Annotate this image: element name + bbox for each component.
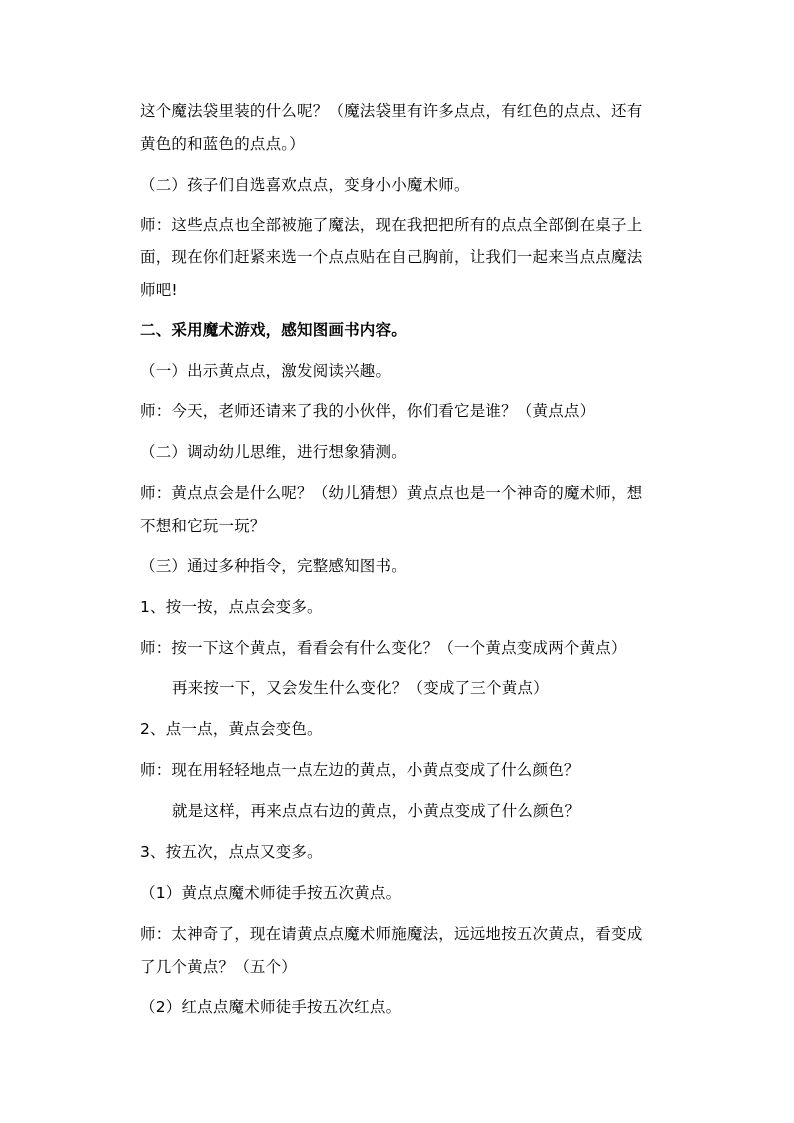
list-item: 2、点一点，黄点会变色。 — [140, 720, 323, 738]
section-heading: 二、采用魔术游戏，感知图画书内容。 — [140, 321, 407, 339]
subheading-line: （三）通过多种指令，完整感知图书。 — [140, 557, 407, 575]
paragraph-line: 这个魔法袋里装的什么呢？（魔法袋里有许多点点，有红色的点点、还有 — [140, 102, 643, 120]
paragraph-line: 师：这些点点也全部被施了魔法，现在我把把所有的点点全部倒在桌子上 — [140, 216, 643, 234]
paragraph-line: 再来按一下，又会发生什么变化？（变成了三个黄点） — [172, 679, 549, 697]
paragraph-line: 了几个黄点？（五个） — [140, 958, 298, 976]
paragraph-line: 不想和它玩一玩？ — [140, 517, 266, 535]
paragraph-line: 师：现在用轻轻地点一点左边的黄点，小黄点变成了什么颜色？ — [140, 761, 580, 779]
paragraph-line: 师吧! — [140, 281, 178, 299]
paragraph-line: 面，现在你们赶紧来选一个点点贴在自己胸前，让我们一起来当点点魔法 — [140, 248, 643, 266]
list-item: 1、按一按，点点会变多。 — [140, 598, 323, 616]
subheading-line: （2）红点点魔术师徒手按五次红点。 — [140, 998, 402, 1016]
paragraph-line: 师：太神奇了，现在请黄点点魔术师施魔法，远远地按五次黄点，看变成 — [140, 925, 643, 943]
list-item: 3、按五次，点点又变多。 — [140, 843, 323, 861]
paragraph-line: 师：按一下这个黄点，看看会有什么变化？（一个黄点变成两个黄点） — [140, 639, 627, 657]
paragraph-line: 师：今天，老师还请来了我的小伙伴，你们看它是谁？（黄点点） — [140, 402, 596, 420]
paragraph-line: 黄色的和蓝色的点点。） — [140, 135, 305, 153]
subheading-line: （1）黄点点魔术师徒手按五次黄点。 — [140, 884, 402, 902]
paragraph-line: 就是这样，再来点点右边的黄点，小黄点变成了什么颜色？ — [172, 802, 581, 820]
subheading-line: （二）调动幼儿思维，进行想象猜测。 — [140, 443, 407, 461]
subheading-line: （一）出示黄点点，激发阅读兴趣。 — [140, 362, 392, 380]
paragraph-line: 师：黄点点会是什么呢？（幼儿猜想）黄点点也是一个神奇的魔术师，想 — [140, 484, 643, 502]
subheading-line: （二）孩子们自选喜欢点点，变身小小魔术师。 — [140, 176, 470, 194]
